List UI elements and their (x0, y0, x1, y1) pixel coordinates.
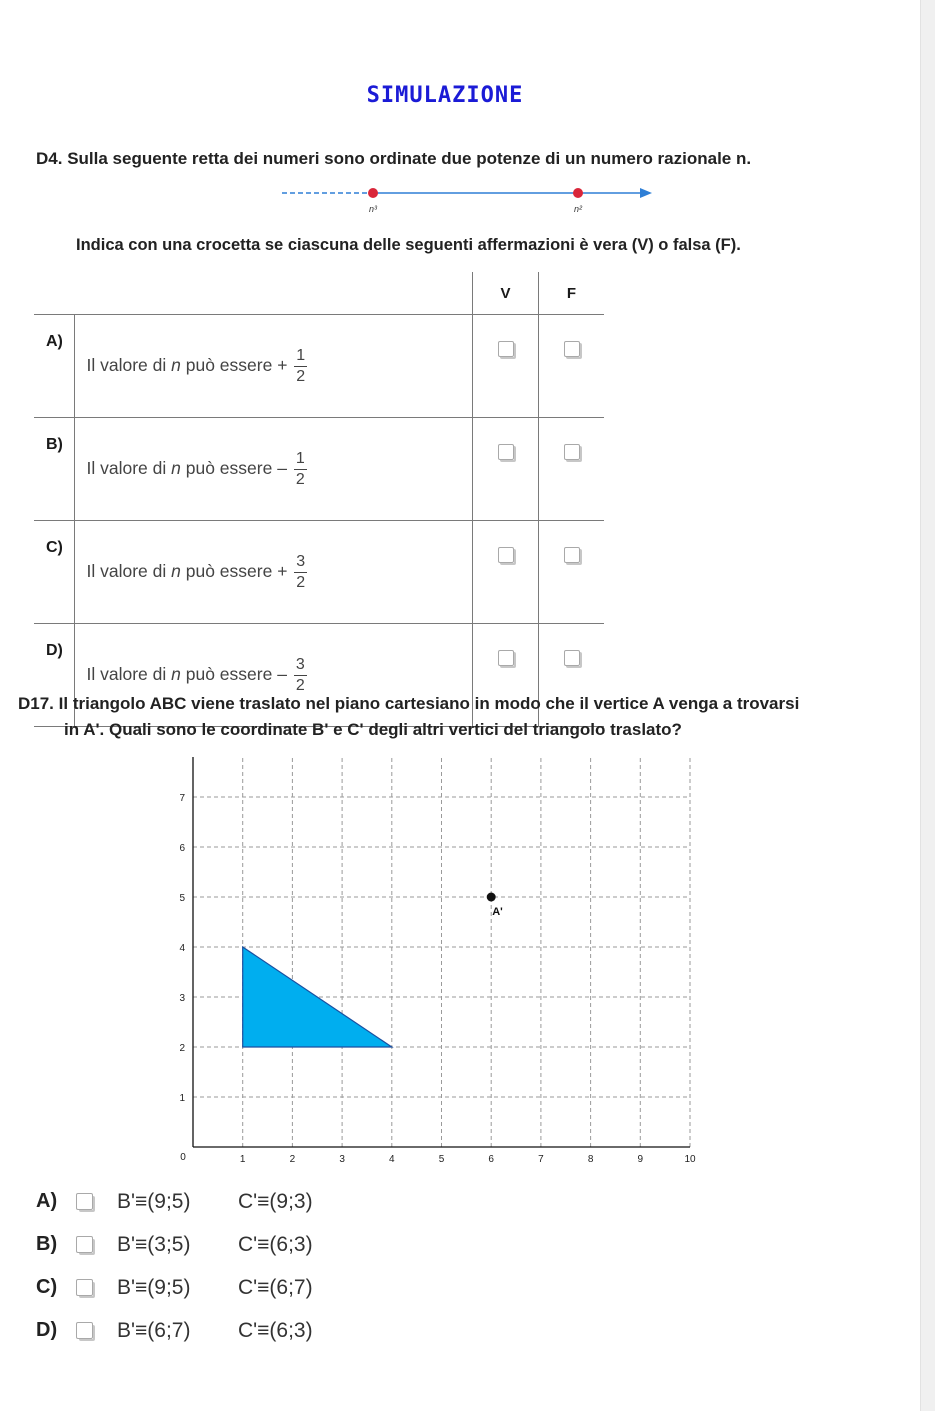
true-false-table (34, 272, 604, 727)
x-tick-label: 10 (684, 1154, 696, 1165)
d17-question-line2: in A'. Quali sono le coordinate B' e C' degli altri vertici del triangolo traslato? (64, 720, 682, 739)
column-v-header: V (473, 272, 539, 315)
d17-question-line1: D17. Il triangolo ABC viene traslato nel piano cartesiano in modo che il vertice A venga a trovarsi (18, 694, 800, 713)
y-tick-label: 7 (179, 793, 185, 804)
y-tick-label: 3 (179, 993, 185, 1004)
column-f-header: F (539, 272, 605, 315)
origin-label: 0 (180, 1152, 186, 1163)
x-tick-label: 4 (389, 1154, 395, 1165)
checkbox-a-false[interactable] (564, 341, 580, 357)
answer-option-c: C) B'≡(9;5) C'≡(6;7) (36, 1275, 313, 1299)
checkbox-d-true[interactable] (498, 650, 514, 666)
row-letter: D) (34, 624, 74, 727)
n2-point (573, 188, 583, 198)
y-tick-label: 4 (179, 943, 185, 954)
y-tick-label: 1 (179, 1093, 185, 1104)
fraction: $\frac{3}{2}$ (296, 552, 306, 591)
triangle-abc (243, 947, 392, 1047)
x-tick-label: 6 (488, 1154, 494, 1165)
checkbox-a-true[interactable] (498, 341, 514, 357)
y-tick-label: 5 (179, 893, 185, 904)
answer-a-checkbox[interactable] (76, 1193, 93, 1210)
x-tick-label: 8 (587, 1154, 594, 1165)
d4-question-text: Sulla seguente retta dei numeri sono ordinate due potenze di un numero razionale n. (67, 149, 752, 168)
y-tick-label: 2 (179, 1043, 185, 1054)
table-row (34, 521, 604, 624)
statement: Il valore di n può essere – $\frac{3}{2}$ (74, 624, 473, 727)
point-a-prime (487, 893, 496, 902)
statement: Il valore di n può essere + $\frac{1}{2}$ (74, 315, 473, 418)
d4-instruction: Indica con una crocetta se ciascuna delle seguenti affermazioni è vera (V) o falsa (F). (76, 236, 741, 254)
answer-b-checkbox[interactable] (76, 1236, 93, 1253)
x-tick-label: 5 (438, 1154, 445, 1165)
answer-d-checkbox[interactable] (76, 1322, 93, 1339)
answer-c-checkbox[interactable] (76, 1279, 93, 1296)
checkbox-d-false[interactable] (564, 650, 580, 666)
checkbox-c-false[interactable] (564, 547, 580, 563)
x-tick-label: 3 (339, 1154, 345, 1165)
row-letter: B) (34, 418, 74, 521)
d4-number: D4. (36, 149, 63, 168)
d4-question (36, 149, 751, 169)
n3-point (368, 188, 378, 198)
n3-label: n³ (368, 204, 378, 214)
answer-options (36, 1180, 313, 1352)
x-tick-label: 7 (538, 1154, 544, 1165)
fraction: $\frac{3}{2}$ (295, 655, 305, 694)
answer-option-b: B) B'≡(3;5) C'≡(6;3) (36, 1232, 313, 1256)
fraction: $\frac{1}{2}$ (296, 346, 306, 385)
page-title: SIMULAZIONE (366, 83, 524, 108)
n2-label: n² (573, 204, 583, 214)
fraction: $\frac{1}{2}$ (295, 449, 305, 488)
table-row (34, 418, 604, 521)
number-line (280, 180, 680, 220)
table-row (34, 315, 604, 418)
statement: Il valore di n può essere + $\frac{3}{2}$ (74, 521, 473, 624)
number-line-arrow-icon (640, 188, 652, 198)
point-a-prime-label: A' (492, 906, 503, 918)
x-tick-label: 1 (239, 1154, 246, 1165)
row-letter: A) (34, 315, 74, 418)
checkbox-b-false[interactable] (564, 444, 580, 460)
row-letter: C) (34, 521, 74, 624)
d17-number: D17. (18, 694, 54, 713)
scrollbar[interactable] (920, 0, 935, 1411)
answer-option-a: A) B'≡(9;5) C'≡(9;3) (36, 1189, 313, 1213)
checkbox-b-true[interactable] (498, 444, 514, 460)
checkbox-c-true[interactable] (498, 547, 514, 563)
answer-option-d: D) B'≡(6;7) C'≡(6;3) (36, 1318, 313, 1342)
x-tick-label: 9 (637, 1154, 644, 1165)
statement: Il valore di n può essere – $\frac{1}{2}$ (74, 418, 473, 521)
y-tick-label: 6 (179, 843, 185, 854)
x-tick-label: 2 (289, 1154, 296, 1165)
